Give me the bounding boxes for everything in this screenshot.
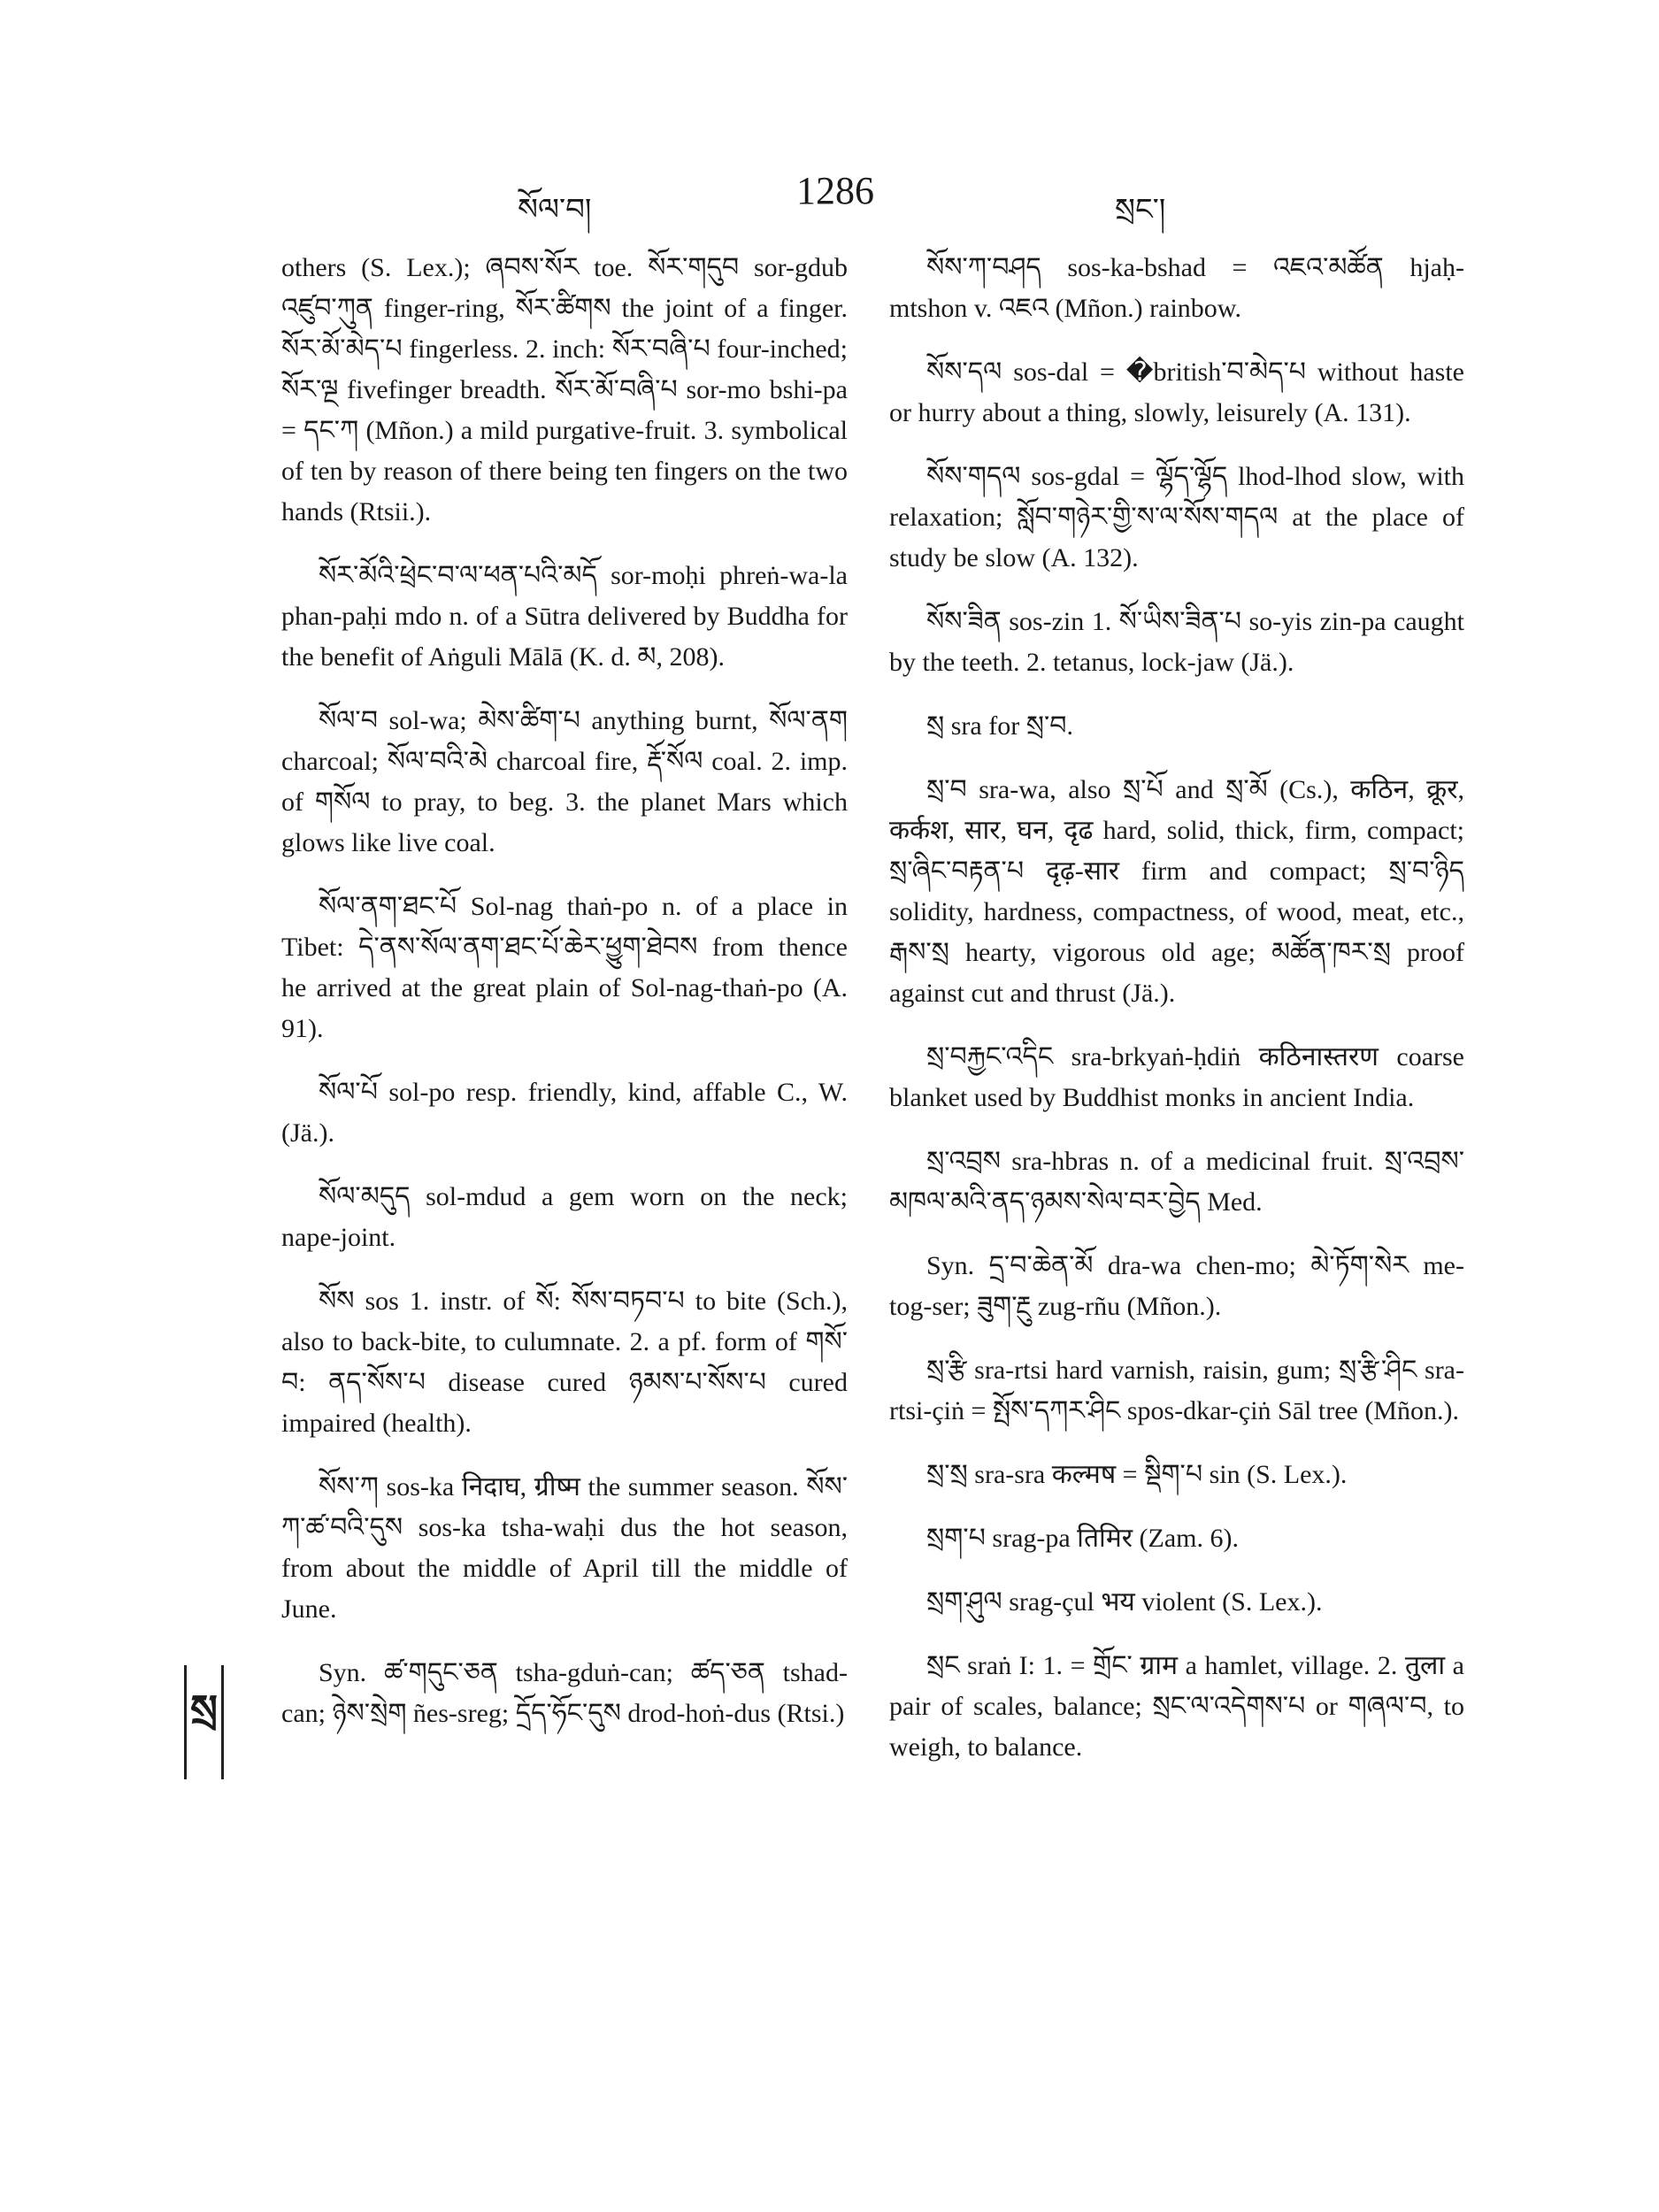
dictionary-entry: སོས་ཀ sos-ka निदाघ, ग्रीष्म the summer season. སོས་ཀ་ཚ་བའི་དུས sos-ka tsha-waḥi dus the hot season, from about the middle of April till the middle of June.: [281, 1472, 848, 1624]
dictionary-entry: སྲ་བརྐྱང་འདིང sra-brkyaṅ-ḥdiṅ कठिनास्तरण coarse blanket used by Buddhist monks in ancient India.: [889, 1042, 1464, 1112]
dictionary-entry: སྲ་རྩི sra-rtsi hard varnish, raisin, gum; སྲ་རྩི་ཤིང sra-rtsi-çiṅ = སྤོས་དཀར་ཤིང spos-dkar-çiṅ Sāl tree (Mñon.).: [889, 1356, 1464, 1425]
dictionary-entry: སོལ་བ sol-wa; མེས་ཚིག་པ anything burnt, སོལ་ནག charcoal; སོལ་བའི་མེ charcoal fire, རྡོ་སོལ coal. 2. imp. of གསོལ to pray, to beg. 3. the planet Mars which glows like live coal.: [281, 706, 848, 857]
dictionary-entry: སོལ་མདུད sol-mdud a gem worn on the neck; nape-joint.: [281, 1182, 848, 1252]
dictionary-entry: སྲ་སྲ sra-sra कल्मष = སྡིག་པ sin (S. Lex.).: [926, 1460, 1348, 1489]
dictionary-entry: སྲག་པ srag-pa तिमिर (Zam. 6).: [926, 1524, 1239, 1553]
dictionary-entry: སོལ་ནག་ཐང་པོ Sol-nag thaṅ-po n. of a place in Tibet: དེ་ནས་སོལ་ནག་ཐང་པོ་ཆེར་ཕྱུག་ཐེབས from thence he arrived at the great plain of Sol-nag-thaṅ-po (A. 91).: [281, 892, 848, 1043]
dictionary-entry: others (S. Lex.); ཞབས་སོར toe. སོར་གདུབ sor-gdub འཛུབ་ཀུན finger-ring, སོར་ཚིགས the joint of a finger. སོར་མོ་མེད་པ fingerless. 2. inch: སོར་བཞི་པ four-inched; སོར་ལྔ fivefinger breadth. སོར་མོ་བཞི་པ sor-mo bshi-pa = དང་ཀ (Mñon.) a mild purgative-fruit. 3. symbolical of ten by reason of there being ten fingers on the two hands (Rtsii.).: [281, 253, 848, 526]
dictionary-entry: སོས་ཀ་བཤད sos-ka-bshad = འཇའ་མཚོན hjaḥ-mtshon v. འཇའ (Mñon.) rainbow.: [889, 253, 1464, 323]
margin-letter-marker: སྲ: [184, 1665, 224, 1779]
synonym-line: Syn. དྲ་བ་ཆེན་མོ dra-wa chen-mo; མེ་ཏོག་སེར me-tog-ser; ཟུག་རྔུ zug-rñu (Mñon.).: [889, 1251, 1464, 1321]
dictionary-entry: སྲང sraṅ I: 1. = གྲོང་ ग्राम a hamlet, village. 2. तुला a pair of scales, balance; སྲང་ལ་འདེགས་པ or གཞལ་བ, to weigh, to balance.: [889, 1651, 1464, 1762]
dictionary-entry: སོར་མོའི་ཕྲེང་བ་ལ་ཕན་པའི་མདོ sor-moḥi phreṅ-wa-la phan-paḥi mdo n. of a Sūtra delivered by Buddha for the benefit of Aṅguli Mālā (K. d. མ, 208).: [281, 561, 848, 672]
header-left-word: སོལ་བ།: [518, 192, 592, 227]
right-column: [889, 248, 1464, 1791]
page-number: 1286: [796, 169, 874, 212]
dictionary-entry: སྲ sra for སྲ་བ.: [926, 711, 1073, 741]
left-column: [281, 248, 848, 1757]
dictionary-entry: སྲ་བ sra-wa, also སྲ་པོ and སྲ་མོ (Cs.), कठिन, क्रूर, कर्कश, सार, घन, दृढ hard, solid, thick, firm, compact; སྲ་ཞིང་བརྟན་པ दृढ़-सार firm and compact; སྲ་བ་ཉིད solidity, hardness, compactness, of wood, meat, etc., རྒས་སྲ hearty, vigorous old age; མཚོན་ཁར་སྲ proof against cut and thrust (Jä.).: [889, 775, 1464, 1008]
dictionary-entry: སྲ་འབྲས sra-hbras n. of a medicinal fruit. སྲ་འབྲས་མཁལ་མའི་ནད་ཉམས་སེལ་བར་བྱེད Med.: [889, 1147, 1464, 1217]
page-header: [0, 168, 1659, 227]
dictionary-entry: སོས་དལ sos-dal = �british་བ་མེད་པ without haste or hurry about a thing, slowly, leisurely (A. 131).: [889, 357, 1464, 427]
dictionary-entry: སོལ་པོ sol-po resp. friendly, kind, affable C., W. (Jä.).: [281, 1078, 848, 1148]
dictionary-entry: སོས sos 1. instr. of སོ: སོས་བཏབ་པ to bite (Sch.), also to back-bite, to culumnate. 2. a pf. form of གསོ་བ: ནད་སོས་པ disease cured ཉམས་པ་སོས་པ cured impaired (health).: [281, 1286, 848, 1438]
dictionary-entry: སོས་ཟིན sos-zin 1. སོ་ཡིས་ཟིན་པ so-yis zin-pa caught by the teeth. 2. tetanus, lock-jaw (Jä.).: [889, 607, 1464, 677]
header-right-word: སྲང་།: [1115, 192, 1166, 227]
dictionary-entry: སྲག་ཤུལ srag-çul भय violent (S. Lex.).: [926, 1587, 1323, 1617]
synonym-line: Syn. ཚ་གདུང་ཅན tsha-gduṅ-can; ཚད་ཅན tshad-can; ཉེས་སྲེག ñes-sreg; དྲོད་ཧོང་དུས drod-hoṅ-dus (Rtsi.): [281, 1658, 848, 1728]
dictionary-entry: སོས་གདལ sos-gdal = ལྷོད་ལྷོད lhod-lhod slow, with relaxation; སློབ་གཉེར་གྱི་ས་ལ་སོས་གདལ at the place of study be slow (A. 132).: [889, 462, 1464, 572]
